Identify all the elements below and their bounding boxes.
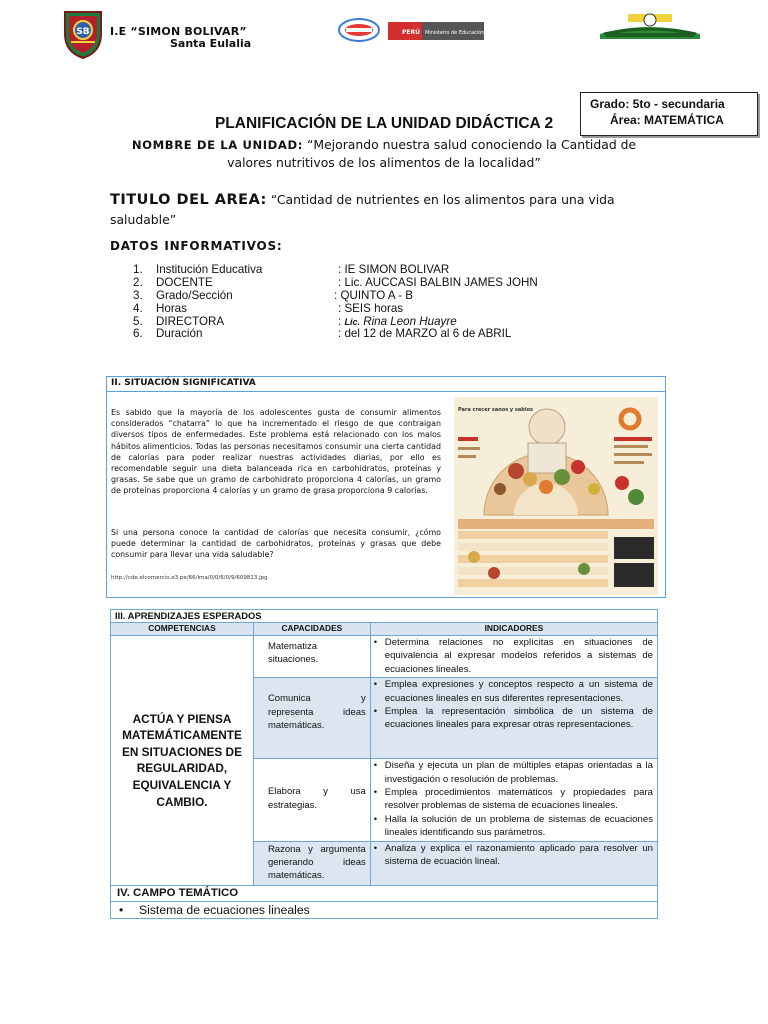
unit-name-block	[110, 136, 658, 171]
indicadores-cell	[370, 636, 657, 678]
source-url: http://cde.elcomercio.e3.pe/66/ima/0/0/6/0/9/609813.jpg	[111, 575, 268, 581]
ministry-logo	[388, 22, 484, 40]
datos-label: DIRECTORA	[156, 314, 225, 328]
datos-label: Institución Educativa	[156, 263, 263, 276]
campo-tematico-item	[111, 901, 658, 918]
situacion-header	[107, 377, 665, 392]
situacion-title: II. SITUACIÓN SIGNIFICATIVA	[111, 378, 256, 388]
situacion-paragraph: Es sabido que la mayoría de los adolescentes gusta de consumir alimentos considerados “chatarra” lo que ha incrementado el riesgo de que contraigan diversos tipos de enfermedades. Este problema está relacionado con los malos hábitos alimenticios. Todas las personas necesitamos consumir una cierta cantidad de calorías para poder realizar nuestras actividades diarias, por ello es recomendable seguir una dieta balanceada rica en carbohidratos, proteínas y grasas. Se sabe que un gramo de carbohidrato proporciona 4 calorías, un gramo de proteínas proporciona 4 calorías y un gramo de grasa proporciona 9 calorías.	[111, 408, 441, 496]
datos-number: 5.	[133, 314, 143, 328]
school-banner-logo	[598, 12, 702, 40]
capacidad-cell: Elabora y usa estrategias.	[253, 759, 370, 841]
datos-value: : QUINTO A - B	[334, 288, 414, 302]
datos-value: : Lic. AUCCASI BALBIN JAMES JOHN	[338, 275, 538, 289]
nutrition-infographic	[454, 397, 658, 595]
grade-label: Grado: 5to - secundaria	[590, 97, 725, 111]
situacion-section	[106, 376, 666, 598]
datos-number: 3.	[133, 288, 143, 302]
col-header-capacidades: CAPACIDADES	[253, 623, 370, 636]
capacidad-cell: Matematiza situaciones.	[253, 636, 370, 678]
datos-number: 4.	[133, 301, 143, 315]
bullet-icon: •	[119, 902, 124, 917]
director-name: Rina Leon Huayre	[359, 314, 457, 328]
unit-name: “Mejorando nuestra salud conociendo la Cantidad de valores nutritivos de los alimentos de la localidad”	[227, 137, 637, 170]
col-header-indicadores: INDICADORES	[370, 623, 657, 636]
school-city: Santa Eulalia	[170, 37, 252, 50]
indicadores-cell	[370, 841, 657, 885]
ministry-country: PERÚ	[402, 29, 420, 36]
datos-label: Horas	[156, 301, 187, 315]
datos-value: : SEIS horas	[338, 301, 404, 315]
capacidad-cell: Comunica y representa ideas matemáticas.	[253, 678, 370, 759]
shield-initials: SB	[76, 27, 90, 37]
page-title: PLANIFICACIÓN DE LA UNIDAD DIDÁCTICA 2	[214, 115, 554, 132]
indicador-item: • Emplea procedimientos matemáticos y propiedades para resolver problemas de sistema de ecuaciones lineales.	[373, 786, 653, 813]
program-logo	[338, 18, 380, 42]
campo-tematico-title: IV. CAMPO TEMÁTICO	[111, 885, 658, 901]
datos-value: : del 12 de MARZO al 6 de ABRIL	[338, 327, 512, 341]
indicador-item: • Analiza y explica el razonamiento aplicado para resolver un sistema de ecuación lineal.	[373, 842, 653, 869]
indicador-item: • Emplea expresiones y conceptos respecto a un sistema de ecuaciones lineales en sus diferentes representaciones.	[373, 678, 653, 705]
datos-label: Duración	[156, 327, 203, 341]
infographic-title: Para crecer sanos y sabios	[458, 407, 533, 413]
datos-value: : IE SIMON BOLIVAR	[338, 263, 450, 276]
indicador-item: • Halla la solución de un problema de sistemas de ecuaciones lineales identificando sus parámetros.	[373, 813, 653, 840]
school-name: I.E “SIMON BOLIVAR”	[110, 25, 247, 38]
unit-label: NOMBRE DE LA UNIDAD:	[131, 138, 303, 152]
datos-number: 2.	[133, 275, 143, 289]
capacidad-cell: Razona y argumenta generando ideas matemáticas.	[253, 841, 370, 885]
datos-number: 1.	[133, 263, 143, 276]
datos-value-prefix: :	[338, 314, 345, 328]
datos-number: 6.	[133, 327, 143, 341]
situacion-question: Si una persona conoce la cantidad de calorías que necesita consumir, ¿cómo puede determinar la cantidad de carbohidratos, proteínas y grasas que debe consumir para llevar una vida saludable?	[111, 528, 441, 560]
datos-heading: DATOS INFORMATIVOS:	[110, 239, 283, 253]
indicador-item: • Emplea la representación simbólica de un sistema de ecuaciones lineales para expresar otras representaciones.	[373, 705, 653, 732]
area-title-label: TITULO DEL AREA:	[110, 192, 267, 208]
indicadores-cell	[370, 678, 657, 759]
indicador-item: • Determina relaciones no explícitas en situaciones de equivalencia al expresar modelos referidos a sistemas de ecuaciones lineales.	[373, 636, 653, 676]
campo-tematico-text: Sistema de ecuaciones lineales	[139, 902, 310, 917]
competencia-cell: ACTÚA Y PIENSA MATEMÁTICAMENTE EN SITUACIONES DE REGULARIDAD, EQUIVALENCIA Y CAMBIO.	[111, 636, 254, 886]
indicadores-cell	[370, 759, 657, 841]
area-title-text: “Cantidad de nutrientes en los alimentos para una vida saludable”	[110, 192, 615, 227]
col-header-competencias: COMPETENCIAS	[111, 623, 254, 636]
datos-label: DOCENTE	[156, 275, 213, 289]
ministry-name: Ministerio de Educación	[425, 30, 484, 36]
indicador-item: • Diseña y ejecuta un plan de múltiples etapas orientadas a la investigación o resolución de problemas.	[373, 759, 653, 786]
area-label: Área: MATEMÁTICA	[610, 113, 724, 127]
lic-abbrev: Lic.	[344, 316, 360, 327]
datos-label: Grado/Sección	[156, 288, 233, 302]
school-shield-logo	[62, 8, 104, 60]
aprendizajes-table	[110, 609, 658, 919]
area-title-block	[110, 190, 658, 229]
aprendizajes-title: III. APRENDIZAJES ESPERADOS	[111, 610, 658, 623]
